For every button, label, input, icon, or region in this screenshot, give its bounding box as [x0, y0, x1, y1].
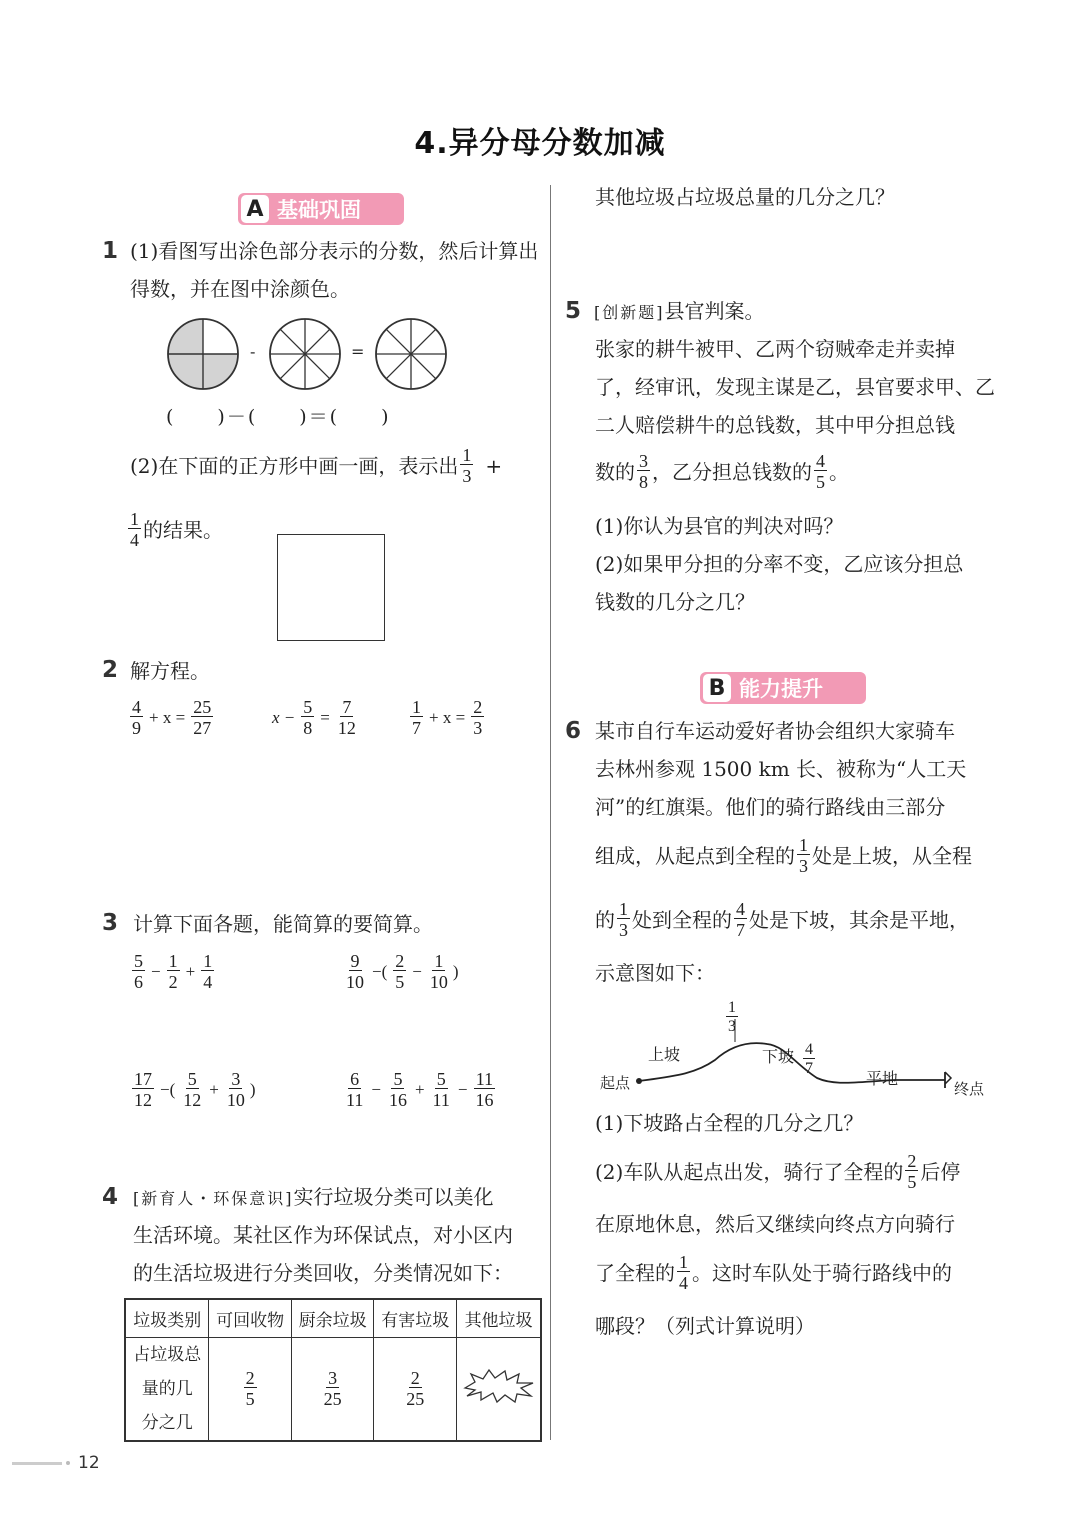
frac-numerator: 1: [679, 1252, 688, 1272]
operator: −(: [160, 1079, 176, 1099]
operator: +: [209, 1079, 219, 1099]
frac-denominator: 16: [475, 1090, 494, 1110]
frac-denominator: 7: [412, 718, 421, 738]
operator: −(: [372, 961, 388, 981]
q6-sub-2-l4: 哪段？（列式计算说明）: [595, 1314, 815, 1338]
frac-numerator: 1: [168, 951, 178, 971]
operator: −: [457, 1079, 468, 1099]
q5-line-4: [595, 452, 849, 491]
q1-part2-line: [130, 446, 502, 485]
q4-line-1: [133, 1178, 494, 1218]
row-label-line: 分之几: [141, 1412, 193, 1433]
ink-stain-icon: [461, 1366, 537, 1406]
frac-denominator: 10: [226, 1090, 245, 1110]
table-header-cell: 其他垃圾: [457, 1299, 541, 1337]
q6-line-1: 某市自行车运动爱好者协会组织大家骑车: [595, 719, 955, 743]
operator: + x =: [429, 707, 466, 727]
footer-rule: [12, 1462, 62, 1465]
operator: ): [249, 1079, 256, 1099]
frac: [410, 698, 423, 737]
q6-sub-2-l3: [595, 1253, 952, 1292]
operator: +: [414, 1079, 425, 1099]
q6-line-6: 示意图如下：: [595, 961, 715, 985]
operator: =: [320, 707, 330, 727]
frac-denominator: 8: [639, 472, 648, 492]
q6-line-4: [595, 836, 972, 875]
text: ，乙分担总钱数的: [652, 459, 812, 484]
route-top-frac: [724, 1000, 740, 1035]
q3-expr-4: [342, 1070, 497, 1109]
text: 了全程的: [595, 1260, 675, 1285]
frac: [617, 900, 630, 939]
frac-denominator: 3: [462, 466, 472, 486]
q5-line-2: 了，经审讯，发现主谋是乙，县官要求甲、乙: [595, 375, 995, 399]
frac-numerator: 1: [462, 445, 472, 465]
q3-text: 计算下面各题，能简算的要简算。: [133, 912, 433, 936]
q6-number: 6: [565, 718, 582, 744]
frac-numerator: 2: [395, 951, 405, 971]
q1-frac-a: [460, 446, 473, 485]
frac: [181, 1070, 203, 1109]
q5-line-3: 二人赔偿耕牛的总钱数，其中甲分担总钱: [595, 413, 955, 437]
text: 。这时车队处于骑行路线中的: [692, 1260, 952, 1285]
frac: [387, 1070, 409, 1109]
operator: +: [185, 961, 196, 981]
text: 的: [595, 907, 615, 932]
page-title: 4.异分母分数加减: [414, 126, 666, 161]
frac: [225, 1070, 247, 1109]
route-downhill-label: 下坡: [762, 1047, 795, 1066]
frac: [428, 952, 450, 991]
frac-numerator: 11: [475, 1069, 494, 1089]
q1-minus-sign: -: [250, 342, 256, 361]
frac-numerator: 3: [231, 1069, 241, 1089]
section-b-badge: [700, 672, 866, 704]
frac-numerator: 1: [203, 951, 213, 971]
frac: [404, 1369, 426, 1408]
operator: −: [412, 961, 422, 981]
frac-denominator: 3: [619, 920, 628, 940]
frac: [244, 1369, 257, 1408]
frac-numerator: 1: [412, 697, 421, 717]
frac: [803, 1042, 815, 1077]
q5-title: 县官判案。: [664, 299, 765, 323]
frac-numerator: 4: [805, 1041, 813, 1058]
frac-denominator: 12: [183, 1090, 202, 1110]
operator: ): [452, 961, 459, 981]
table-cell: [209, 1337, 291, 1441]
drawing-square[interactable]: [277, 534, 385, 641]
frac-numerator: 4: [816, 451, 825, 471]
q5-line-1: 张家的耕牛被甲、乙两个窃贼牵走并卖掉: [595, 337, 955, 361]
q3-expr-3: [130, 1070, 257, 1109]
q2-text: 解方程。: [130, 659, 210, 683]
section-b-label: 能力提升: [739, 677, 823, 701]
page-number: 12: [78, 1453, 100, 1473]
frac: [191, 698, 213, 737]
frac-denominator: 25: [323, 1389, 342, 1410]
operator: −: [371, 1079, 381, 1099]
table-cell: [374, 1337, 457, 1441]
q6-line-2: 去林州参观 1500 km 长、被称为“人工天: [595, 757, 967, 781]
frac-denominator: 9: [132, 718, 141, 738]
frac: [344, 952, 366, 991]
route-flat-label: 平地: [866, 1069, 899, 1088]
table-row-label: [125, 1337, 209, 1441]
q1-part2-suffix: 的结果。: [143, 517, 223, 542]
q5-sub-2-l2: 钱数的几分之几？: [595, 590, 755, 614]
frac-denominator: 11: [432, 1090, 450, 1110]
q2-equation-3: [408, 698, 486, 737]
frac-numerator: 9: [350, 951, 360, 971]
text: 处是上坡，从全程: [812, 843, 972, 868]
frac-numerator: 2: [245, 1368, 255, 1389]
q1-equal-sign: =: [351, 342, 365, 361]
frac-numerator: 4: [736, 899, 745, 919]
frac-numerator: 7: [342, 697, 352, 717]
frac-denominator: 4: [203, 972, 213, 992]
q3-expr-2: [342, 952, 460, 991]
text: 。: [829, 459, 849, 484]
frac: [797, 836, 810, 875]
frac-numerator: 4: [132, 697, 141, 717]
frac: [301, 698, 314, 737]
q4-tag: [新育人・环保意识]: [133, 1189, 294, 1208]
frac-denominator: 3: [473, 718, 483, 738]
frac-numerator: 3: [328, 1368, 338, 1389]
frac-denominator: 5: [245, 1389, 255, 1410]
text: 处到全程的: [632, 907, 732, 932]
section-a-letter: A: [241, 195, 269, 223]
frac-denominator: 3: [728, 1018, 736, 1035]
q5-sub-1: (1)你认为县官的判决对吗？: [595, 514, 844, 538]
q6-sub-2-l1: [595, 1152, 960, 1191]
section-a-label: 基础巩固: [277, 198, 361, 222]
q3-number: 3: [102, 910, 119, 936]
text: 组成，从起点到全程的: [595, 843, 795, 868]
frac-numerator: 6: [350, 1069, 360, 1089]
frac-numerator: 17: [134, 1069, 152, 1089]
frac-denominator: 16: [388, 1090, 407, 1110]
operator: + x =: [149, 707, 186, 727]
frac-numerator: 3: [639, 451, 648, 471]
q1-circles: [165, 316, 455, 392]
row-label-line: 占垃圾总: [133, 1344, 202, 1365]
frac-denominator: 7: [805, 1060, 813, 1077]
frac: [726, 1000, 738, 1035]
q1-number: 1: [102, 238, 119, 264]
q4-text-l3: 的生活垃圾进行分类回收，分类情况如下：: [133, 1261, 513, 1285]
frac: [322, 1369, 344, 1408]
section-b-letter: B: [703, 674, 731, 702]
q4-question: 其他垃圾占垃圾总量的几分之几？: [595, 185, 895, 209]
frac-numerator: 2: [410, 1368, 420, 1389]
table-cell-stain: [457, 1337, 541, 1441]
frac: [393, 952, 406, 991]
frac-numerator: 1: [130, 509, 139, 529]
q2-equation-2: [268, 698, 360, 737]
q1-frac-b: [128, 510, 141, 549]
route-end-label: 终点: [954, 1080, 985, 1098]
column-divider: [550, 185, 551, 1440]
table-header-cell: 有害垃圾: [374, 1299, 457, 1337]
operator: −: [151, 961, 161, 981]
frac: [167, 952, 180, 991]
frac: [431, 1070, 452, 1109]
frac-denominator: 2: [168, 972, 178, 992]
frac-denominator: 4: [679, 1273, 688, 1293]
table-row: [125, 1337, 541, 1441]
text: 处是下坡，其余是平地，: [749, 907, 969, 932]
frac-denominator: 6: [134, 972, 143, 992]
q4-text-l2: 生活环境。某社区作为环保试点，对小区内: [133, 1223, 513, 1247]
start-dot: [636, 1078, 642, 1084]
section-a-badge: [238, 193, 404, 225]
q2-equation-1: [128, 698, 215, 737]
frac-denominator: 4: [130, 530, 139, 550]
frac-numerator: 2: [473, 697, 483, 717]
frac-numerator: 1: [434, 951, 444, 971]
frac: [734, 900, 747, 939]
end-flag: [945, 1072, 951, 1084]
frac-numerator: 5: [134, 951, 143, 971]
frac: [201, 952, 214, 991]
route-start-label: 起点: [600, 1074, 631, 1092]
q1-part2-line2: [126, 510, 223, 549]
table-header-row: [125, 1299, 541, 1337]
frac: [130, 698, 143, 737]
frac: [677, 1253, 690, 1292]
frac: [471, 698, 484, 737]
frac-denominator: 5: [816, 472, 825, 492]
operator: x −: [272, 707, 296, 727]
frac-denominator: 7: [736, 920, 745, 940]
frac: [132, 952, 145, 991]
frac-denominator: 3: [799, 856, 808, 876]
frac: [132, 1070, 154, 1109]
footer-dot: [66, 1461, 70, 1465]
frac-numerator: 5: [393, 1069, 403, 1089]
q6-sub-1: (1)下坡路占全程的几分之几？: [595, 1111, 864, 1135]
q6-line-3: 河”的红旗渠。他们的骑行路线由三部分: [595, 795, 946, 819]
frac-denominator: 25: [406, 1389, 425, 1410]
table-header-cell: 厨余垃圾: [291, 1299, 374, 1337]
frac-numerator: 5: [436, 1069, 446, 1089]
frac-denominator: 5: [907, 1172, 917, 1192]
frac: [336, 698, 358, 737]
frac-numerator: 2: [907, 1151, 917, 1171]
q2-number: 2: [102, 657, 119, 683]
text: 数的: [595, 459, 635, 484]
frac-numerator: 5: [303, 697, 313, 717]
q5-number: 5: [565, 298, 582, 324]
table-header-cell: 可回收物: [209, 1299, 291, 1337]
text: (2)车队从起点出发，骑行了全程的: [595, 1159, 904, 1184]
frac: [344, 1070, 365, 1109]
table-header-cell: 垃圾类别: [125, 1299, 209, 1337]
q1-part1-text: (1)看图写出涂色部分表示的分数，然后计算出得数，并在图中涂颜色。: [130, 239, 539, 301]
frac: [637, 452, 650, 491]
frac-numerator: 25: [193, 697, 212, 717]
table-cell: [291, 1337, 374, 1441]
frac-denominator: 27: [193, 718, 212, 738]
route-mid-frac: [801, 1042, 817, 1077]
frac-numerator: 1: [799, 835, 808, 855]
circle-eighths-1: [270, 319, 340, 389]
frac: [905, 1152, 918, 1191]
frac-denominator: 11: [346, 1090, 364, 1110]
text: 后停: [920, 1159, 961, 1184]
q5-tag: [创新题]: [594, 303, 665, 322]
frac-denominator: 12: [134, 1090, 152, 1110]
frac-numerator: 5: [187, 1069, 197, 1089]
route-uphill-label: 上坡: [648, 1045, 681, 1064]
q6-line-5: [595, 900, 969, 939]
q1-plus: +: [485, 453, 503, 478]
trash-table: [124, 1298, 542, 1442]
q1-blanks[interactable]: ( )－( )＝( ): [166, 406, 391, 428]
frac: [473, 1070, 495, 1109]
frac-denominator: 8: [303, 718, 313, 738]
row-label-line: 量的几: [141, 1378, 193, 1399]
frac-denominator: 12: [337, 718, 356, 738]
q4-text-l1: 实行垃圾分类可以美化: [293, 1185, 494, 1209]
circle-eighths-2: [376, 319, 446, 389]
circle-quarters: [168, 319, 238, 389]
q4-number: 4: [102, 1184, 119, 1210]
frac-denominator: 10: [346, 972, 364, 992]
frac: [814, 452, 827, 491]
frac-denominator: 10: [429, 972, 448, 992]
q1-part2-prefix: (2)在下面的正方形中画一画，表示出: [130, 453, 459, 478]
q3-expr-1: [130, 952, 216, 991]
frac-denominator: 5: [395, 972, 405, 992]
q5-title-line: [594, 292, 765, 332]
q6-sub-2-l2: 在原地休息，然后又继续向终点方向骑行: [595, 1212, 955, 1236]
frac-numerator: 1: [728, 999, 736, 1016]
frac-numerator: 1: [619, 899, 628, 919]
q5-sub-2-l1: (2)如果甲分担的分率不变，乙应该分担总: [595, 552, 964, 576]
